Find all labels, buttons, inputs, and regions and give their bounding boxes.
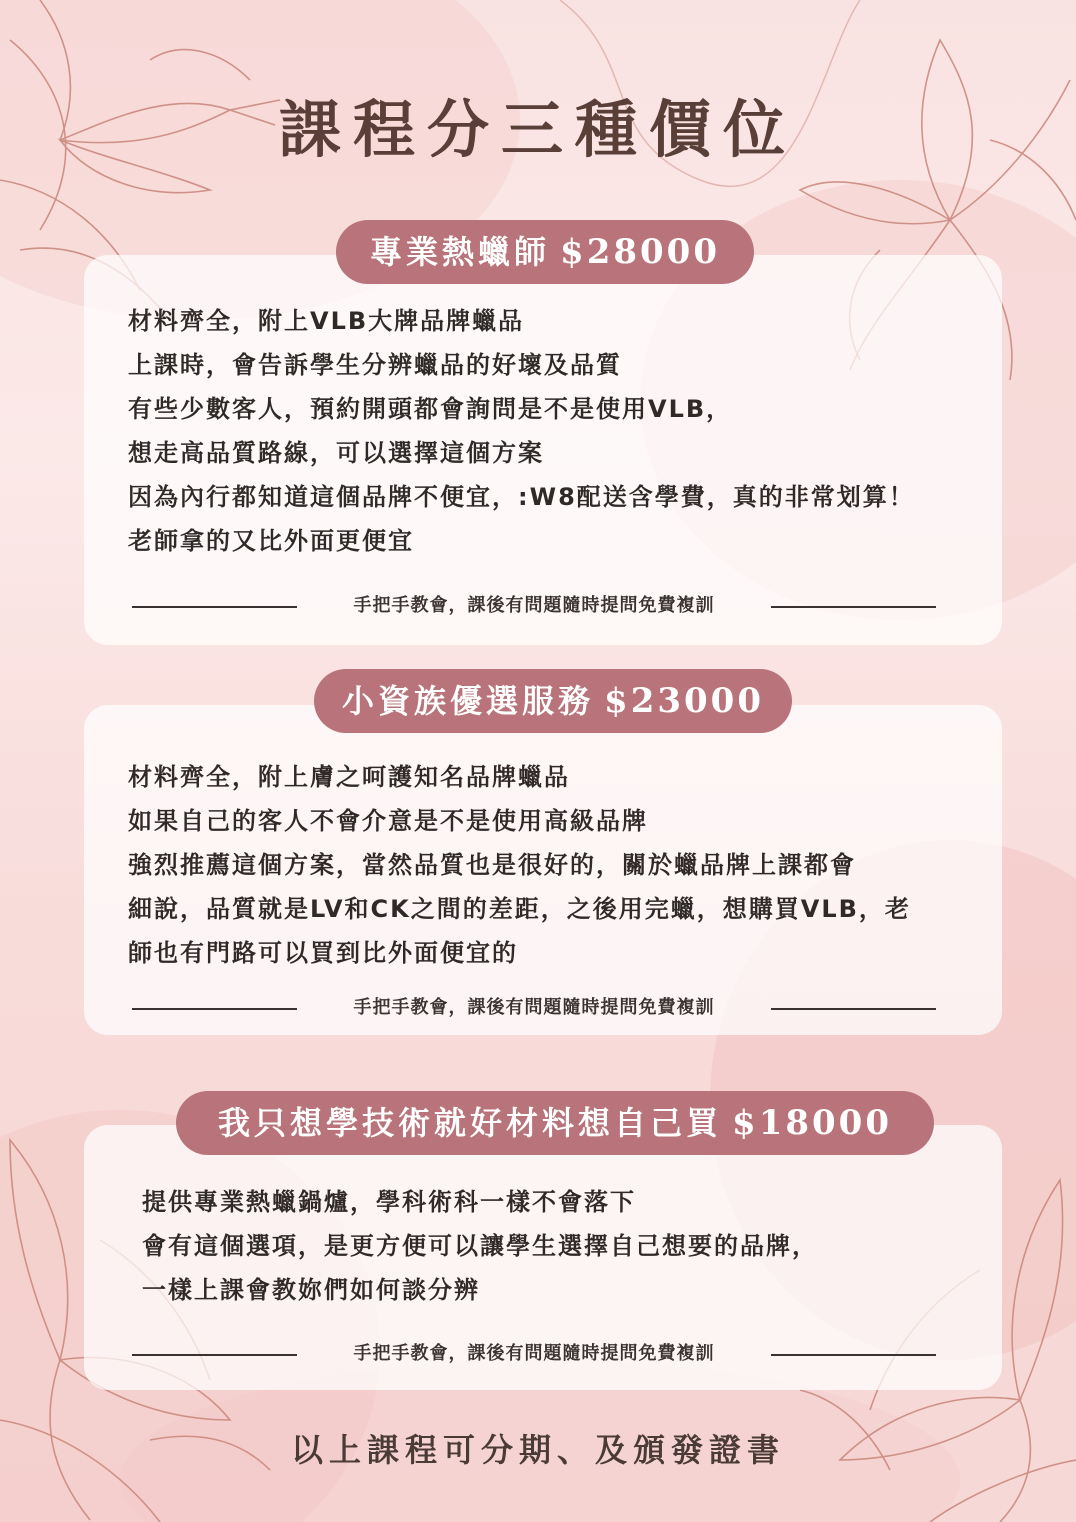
- package-name: 專業熱蠟師: [370, 233, 551, 271]
- package-name: 我只想學技術就好材料想自己買: [218, 1104, 723, 1142]
- description-line: 材料齊全，附上VLB大牌品牌蠟品: [128, 307, 525, 335]
- package-header-technique-only: [176, 1091, 934, 1155]
- package-description: [128, 755, 988, 975]
- description-line: 因為內行都知道這個品牌不便宜，:W8配送含學費，真的非常划算！: [128, 483, 915, 511]
- note-divider: [132, 998, 936, 1018]
- description-line: 一樣上課會教妳們如何談分辨: [142, 1276, 480, 1304]
- installment-certificate-note: 以上課程可分期、及頒發證書: [290, 1431, 785, 1469]
- package-note: 手把手教會，課後有問題隨時提問免費複訓: [353, 997, 715, 1018]
- package-price: $23000: [604, 681, 764, 721]
- divider-rule-right: [771, 606, 936, 608]
- description-line: 提供專業熱蠟鍋爐，學科術科一樣不會落下: [142, 1188, 636, 1216]
- description-line: 細說，品質就是LV和CK之間的差距，之後用完蠟，想購買VLB，老: [128, 895, 911, 923]
- package-price: $28000: [560, 232, 720, 272]
- package-description: [142, 1180, 1002, 1312]
- description-line: 材料齊全，附上膚之呵護知名品牌蠟品: [128, 763, 570, 791]
- package-name: 小資族優選服務: [342, 682, 595, 720]
- package-description: [128, 299, 988, 563]
- package-note: 手把手教會，課後有問題隨時提問免費複訓: [353, 1343, 715, 1364]
- note-divider: [132, 596, 936, 616]
- package-price: $18000: [732, 1103, 892, 1143]
- description-line: 想走高品質路線，可以選擇這個方案: [128, 439, 544, 467]
- divider-rule-right: [771, 1008, 936, 1010]
- package-header-budget: [314, 669, 792, 733]
- description-line: 有些少數客人，預約開頭都會詢問是不是使用VLB，: [128, 395, 733, 423]
- description-line: 老師拿的又比外面更便宜: [128, 527, 414, 555]
- note-divider: [132, 1344, 936, 1364]
- package-header-professional: [336, 220, 754, 284]
- description-line: 師也有門路可以買到比外面便宜的: [128, 939, 518, 967]
- package-note: 手把手教會，課後有問題隨時提問免費複訓: [353, 595, 715, 616]
- page-title: 課程分三種價位: [278, 93, 797, 166]
- description-line: 上課時，會告訴學生分辨蠟品的好壞及品質: [128, 351, 622, 379]
- description-line: 如果自己的客人不會介意是不是使用高級品牌: [128, 807, 648, 835]
- divider-rule-right: [771, 1354, 936, 1356]
- description-line: 強烈推薦這個方案，當然品質也是很好的，關於蠟品牌上課都會: [128, 851, 856, 879]
- description-line: 會有這個選項，是更方便可以讓學生選擇自己想要的品牌，: [142, 1232, 818, 1260]
